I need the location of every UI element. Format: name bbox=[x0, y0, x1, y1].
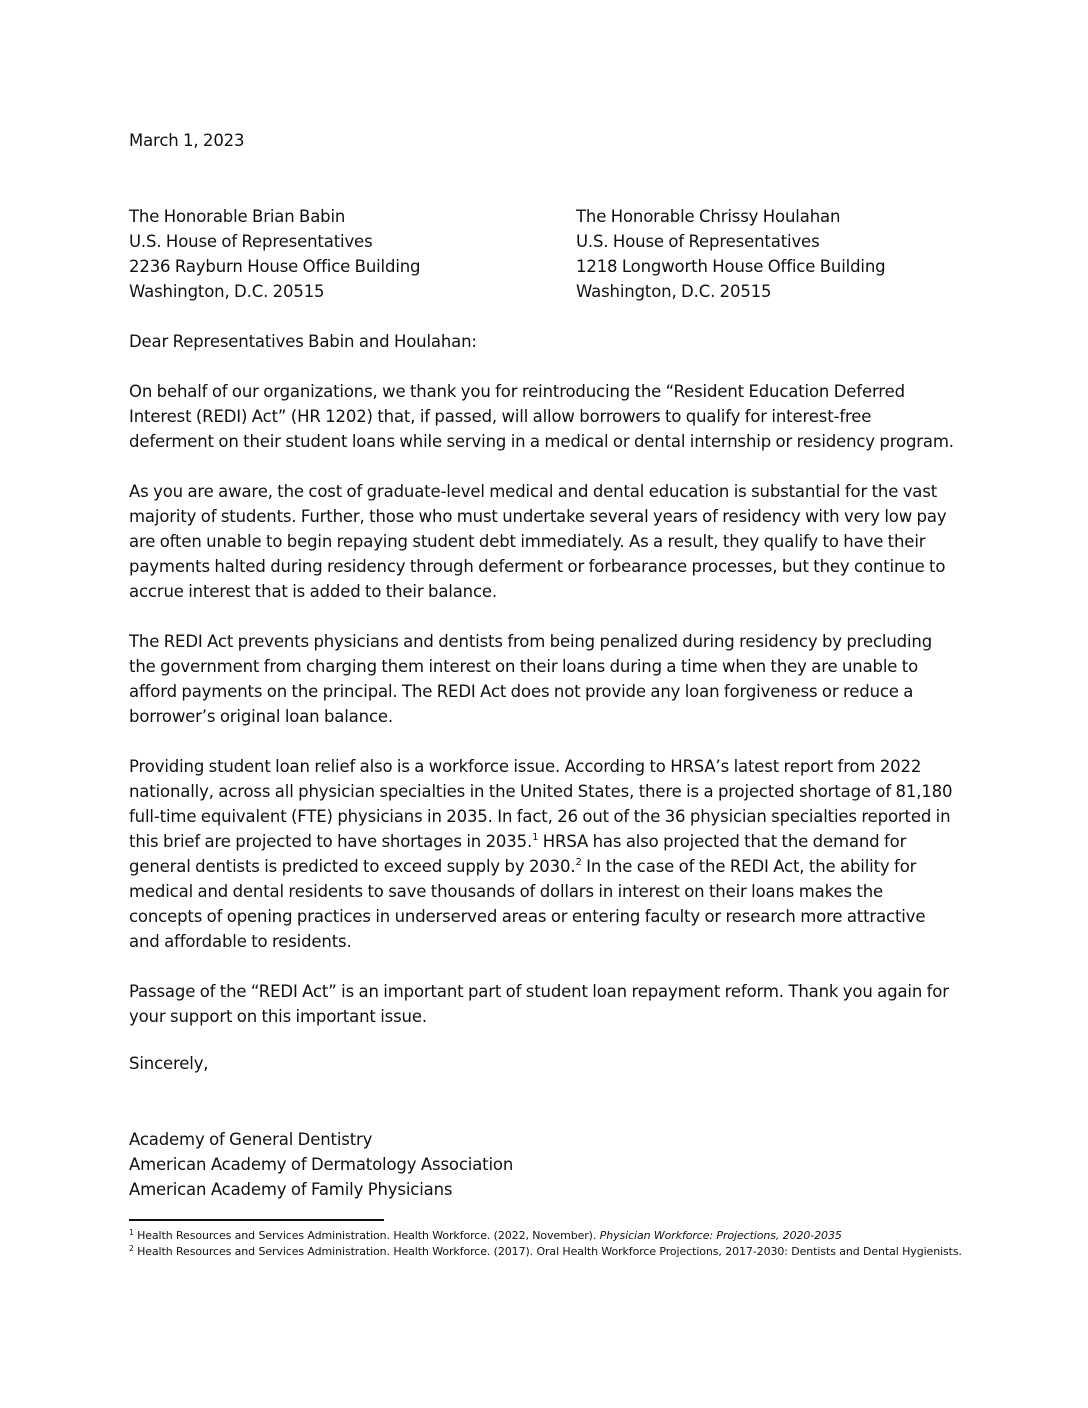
footnote-text: Health Resources and Services Administration. Health Workforce. (2017). Oral Health Workforce Projections, 2017-2030: Dentists and Dental Hygienists. bbox=[133, 1245, 962, 1258]
closing: Sincerely, bbox=[129, 1054, 209, 1073]
body-paragraph-5: Passage of the “REDI Act” is an important part of student loan repayment reform. Thank you again for your support on this important issue. bbox=[129, 982, 949, 1026]
letter-body bbox=[129, 379, 959, 1054]
footnotes bbox=[129, 1228, 964, 1260]
body-paragraph-4 bbox=[129, 754, 959, 954]
recipient-address-houlahan bbox=[576, 204, 885, 304]
paragraph-4-part-1: Providing student loan relief also is a workforce issue. According to HRSA’s latest report from 2022 nationally, across all physician specialties in the United States, there is a projected shortage of 81,180 full-time equivalent (FTE) physicians in 2035. In fact, 26 out of the 36 physician specialties reported in this brief are projected to have shortages in 2035. bbox=[129, 757, 953, 851]
recipient-chamber: U.S. House of Representatives bbox=[576, 232, 820, 251]
signatory: American Academy of Family Physicians bbox=[129, 1180, 453, 1199]
letter-date: March 1, 2023 bbox=[129, 131, 245, 150]
footnote-ref-2: 2 bbox=[575, 857, 582, 868]
footnote-text: Health Resources and Services Administration. Health Workforce. (2022, November). bbox=[133, 1229, 600, 1242]
recipient-chamber: U.S. House of Representatives bbox=[129, 232, 373, 251]
footnote-2 bbox=[129, 1244, 964, 1260]
signatory-list bbox=[129, 1127, 513, 1202]
recipient-city: Washington, D.C. 20515 bbox=[576, 282, 772, 301]
body-paragraph-2: As you are aware, the cost of graduate-level medical and dental education is substantial for the vast majority of students. Further, those who must undertake several years of residency with very low pay are often unable to begin repaying student debt immediately. As a result, they qualify to have their payments halted during residency through deferment or forbearance processes, but they continue to accrue interest that is added to their balance. bbox=[129, 482, 947, 601]
footnote-ref-1: 1 bbox=[532, 832, 539, 843]
signatory: Academy of General Dentistry bbox=[129, 1130, 373, 1149]
body-paragraph-3: The REDI Act prevents physicians and dentists from being penalized during residency by precluding the government from charging them interest on their loans during a time when they are unable to afford payments on the principal. The REDI Act does not provide any loan forgiveness or reduce a borrower’s original loan balance. bbox=[129, 632, 933, 726]
recipient-address-babin bbox=[129, 204, 420, 304]
recipient-office: 1218 Longworth House Office Building bbox=[576, 257, 886, 276]
body-paragraph-1: On behalf of our organizations, we thank you for reintroducing the “Resident Education Deferred Interest (REDI) Act” (HR 1202) that, if passed, will allow borrowers to qualify for interest-free deferment on their student loans while serving in a medical or dental internship or residency program. bbox=[129, 382, 954, 451]
recipient-name: The Honorable Chrissy Houlahan bbox=[576, 207, 841, 226]
recipient-city: Washington, D.C. 20515 bbox=[129, 282, 325, 301]
paragraph-4-part-3: In the case of the REDI Act, the ability for medical and dental residents to save thousands of dollars in interest on their loans makes the concepts of opening practices in underserved areas or entering faculty or research more attractive and affordable to residents. bbox=[129, 857, 926, 951]
footnote-separator bbox=[129, 1219, 384, 1221]
footnote-number: 2 bbox=[129, 1244, 134, 1253]
footnote-1 bbox=[129, 1228, 964, 1244]
recipient-name: The Honorable Brian Babin bbox=[129, 207, 346, 226]
signatory: American Academy of Dermatology Association bbox=[129, 1155, 514, 1174]
salutation: Dear Representatives Babin and Houlahan: bbox=[129, 332, 477, 351]
paragraph-4-part-2: HRSA has also projected that the demand for general dentists is predicted to exceed supply by 2030. bbox=[129, 832, 907, 876]
recipient-office: 2236 Rayburn House Office Building bbox=[129, 257, 421, 276]
footnote-title: Physician Workforce: Projections, 2020-2035 bbox=[599, 1229, 842, 1242]
footnote-number: 1 bbox=[129, 1228, 134, 1237]
